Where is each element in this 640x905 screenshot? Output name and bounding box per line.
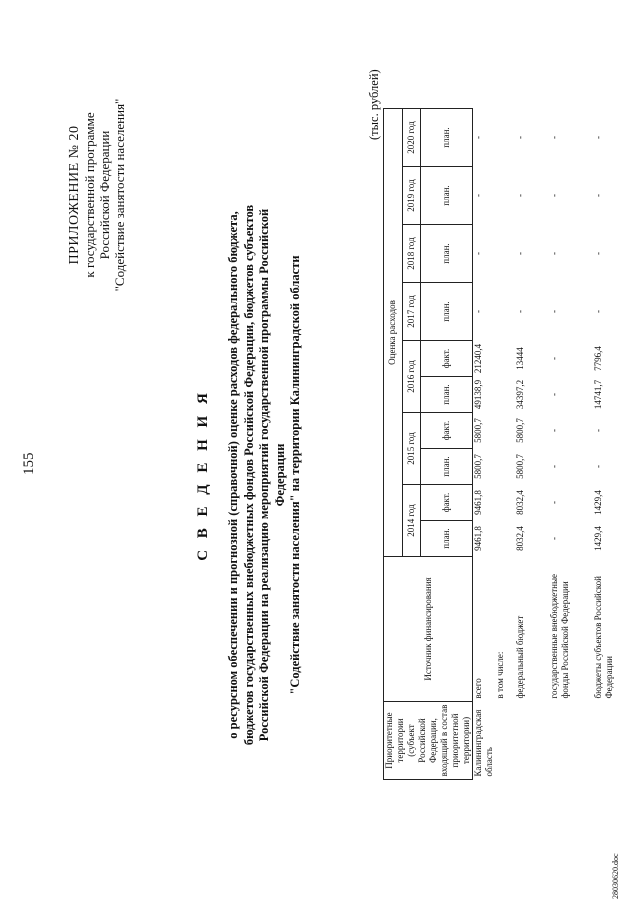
cell-value: -: [593, 465, 603, 468]
page-number: 155: [21, 452, 37, 475]
cell-value: 5800,7: [473, 418, 483, 443]
cell-value: -: [593, 194, 603, 197]
header-fact: факт.: [421, 413, 473, 449]
cell-value: -: [473, 252, 483, 255]
cell-value: -: [549, 357, 559, 360]
header-year: 2017 год: [402, 283, 421, 341]
cell-value: 5800,7: [515, 454, 525, 479]
source-name: государственные внебюджетные фонды Российской Федерации: [549, 574, 570, 699]
source-name: федеральный бюджет: [515, 615, 525, 699]
cell-value: -: [549, 194, 559, 197]
cell-value: -: [515, 136, 525, 139]
cell-value: 13444: [515, 347, 525, 370]
cell-value: 1429,4: [593, 490, 603, 515]
header-year: 2020 год: [402, 109, 421, 167]
cell-value: -: [593, 136, 603, 139]
subtitle-line: Российской Федерации на реализацию мероприятий государственной программы Российской Федерации: [257, 208, 287, 742]
cell-value: 14741,7: [593, 379, 603, 410]
cell-value: -: [593, 429, 603, 432]
header-estimate: Оценка расходов: [384, 109, 403, 557]
cell-value: -: [549, 252, 559, 255]
header-plan: план.: [421, 283, 473, 341]
title-block: [195, 185, 304, 765]
annex-title: ПРИЛОЖЕНИЕ № 20: [67, 125, 82, 265]
cell-value: 7796,4: [593, 346, 603, 371]
cell-value: -: [549, 537, 559, 540]
cell-value: 1429,4: [593, 526, 603, 551]
header-fact: факт.: [421, 485, 473, 521]
header-territory: Приоритетные территории (субъект Российской Федерации, входящий в состав приоритетной территории): [384, 702, 473, 780]
cell-value: -: [549, 501, 559, 504]
header-plan: план.: [421, 109, 473, 167]
subtitle-line: бюджетов государственных внебюджетных фондов Российской Федерации, бюджетов субъектов: [241, 204, 256, 746]
annex-block: [67, 45, 127, 345]
header-plan: план.: [421, 449, 473, 485]
table-row: [473, 109, 496, 780]
subtitle-line: "Содействие занятости населения" на территории Калининградской области: [288, 255, 302, 695]
cell-value: 8032,4: [515, 490, 525, 515]
subtitle-line: о ресурсном обеспечении и прогнозной (справочной) оценке расходов федерального бюджета,: [226, 211, 240, 739]
cell-value: -: [473, 310, 483, 313]
header-year: 2015 год: [402, 413, 421, 485]
cell-value: 5800,7: [473, 454, 483, 479]
cell-value: -: [473, 194, 483, 197]
table-row: [495, 109, 515, 780]
cell-value: 49138,9: [473, 379, 483, 410]
cell-value: 34397,2: [515, 379, 525, 410]
annex-line-3: "Содействие занятости населения": [112, 98, 127, 292]
header-year: 2019 год: [402, 167, 421, 225]
cell-value: 9461,8: [473, 490, 483, 515]
expenses-table: [383, 108, 617, 780]
cell-value: 9461,8: [473, 526, 483, 551]
cell-value: -: [549, 310, 559, 313]
source-name: всего: [473, 678, 483, 699]
document-title: С В Е Д Е Н И Я: [195, 389, 211, 561]
table-row: [549, 109, 593, 780]
cell-value: -: [593, 310, 603, 313]
header-year: 2018 год: [402, 225, 421, 283]
units-label: (тыс. рублей): [367, 69, 381, 140]
cell-value: 5800,7: [515, 418, 525, 443]
annex-line-1: к государственной программе: [82, 112, 97, 278]
cell-value: -: [549, 429, 559, 432]
cell-value: -: [549, 465, 559, 468]
cell-value: -: [593, 252, 603, 255]
territory-name: Калининградская область: [473, 709, 494, 777]
annex-line-2: Российской Федерации: [97, 130, 112, 260]
header-fact: факт.: [421, 341, 473, 377]
table-row: [515, 109, 549, 780]
cell-value: -: [515, 310, 525, 313]
cell-value: -: [515, 252, 525, 255]
footer-code: 28030620.doc: [611, 853, 620, 899]
source-name: бюджеты субъектов Российской Федерации: [593, 576, 614, 699]
cell-value: -: [549, 393, 559, 396]
source-name: в том числе:: [495, 651, 505, 699]
header-year: 2016 год: [402, 341, 421, 413]
header-plan: план.: [421, 377, 473, 413]
cell-value: -: [515, 194, 525, 197]
cell-value: 21240,4: [473, 343, 483, 374]
cell-value: -: [549, 136, 559, 139]
cell-value: -: [473, 136, 483, 139]
header-plan: план.: [421, 521, 473, 557]
header-plan: план.: [421, 167, 473, 225]
header-source: Источник финансирования: [384, 557, 473, 702]
table-row: [593, 109, 617, 780]
header-year: 2014 год: [402, 485, 421, 557]
cell-value: 8032,4: [515, 526, 525, 551]
header-plan: план.: [421, 225, 473, 283]
